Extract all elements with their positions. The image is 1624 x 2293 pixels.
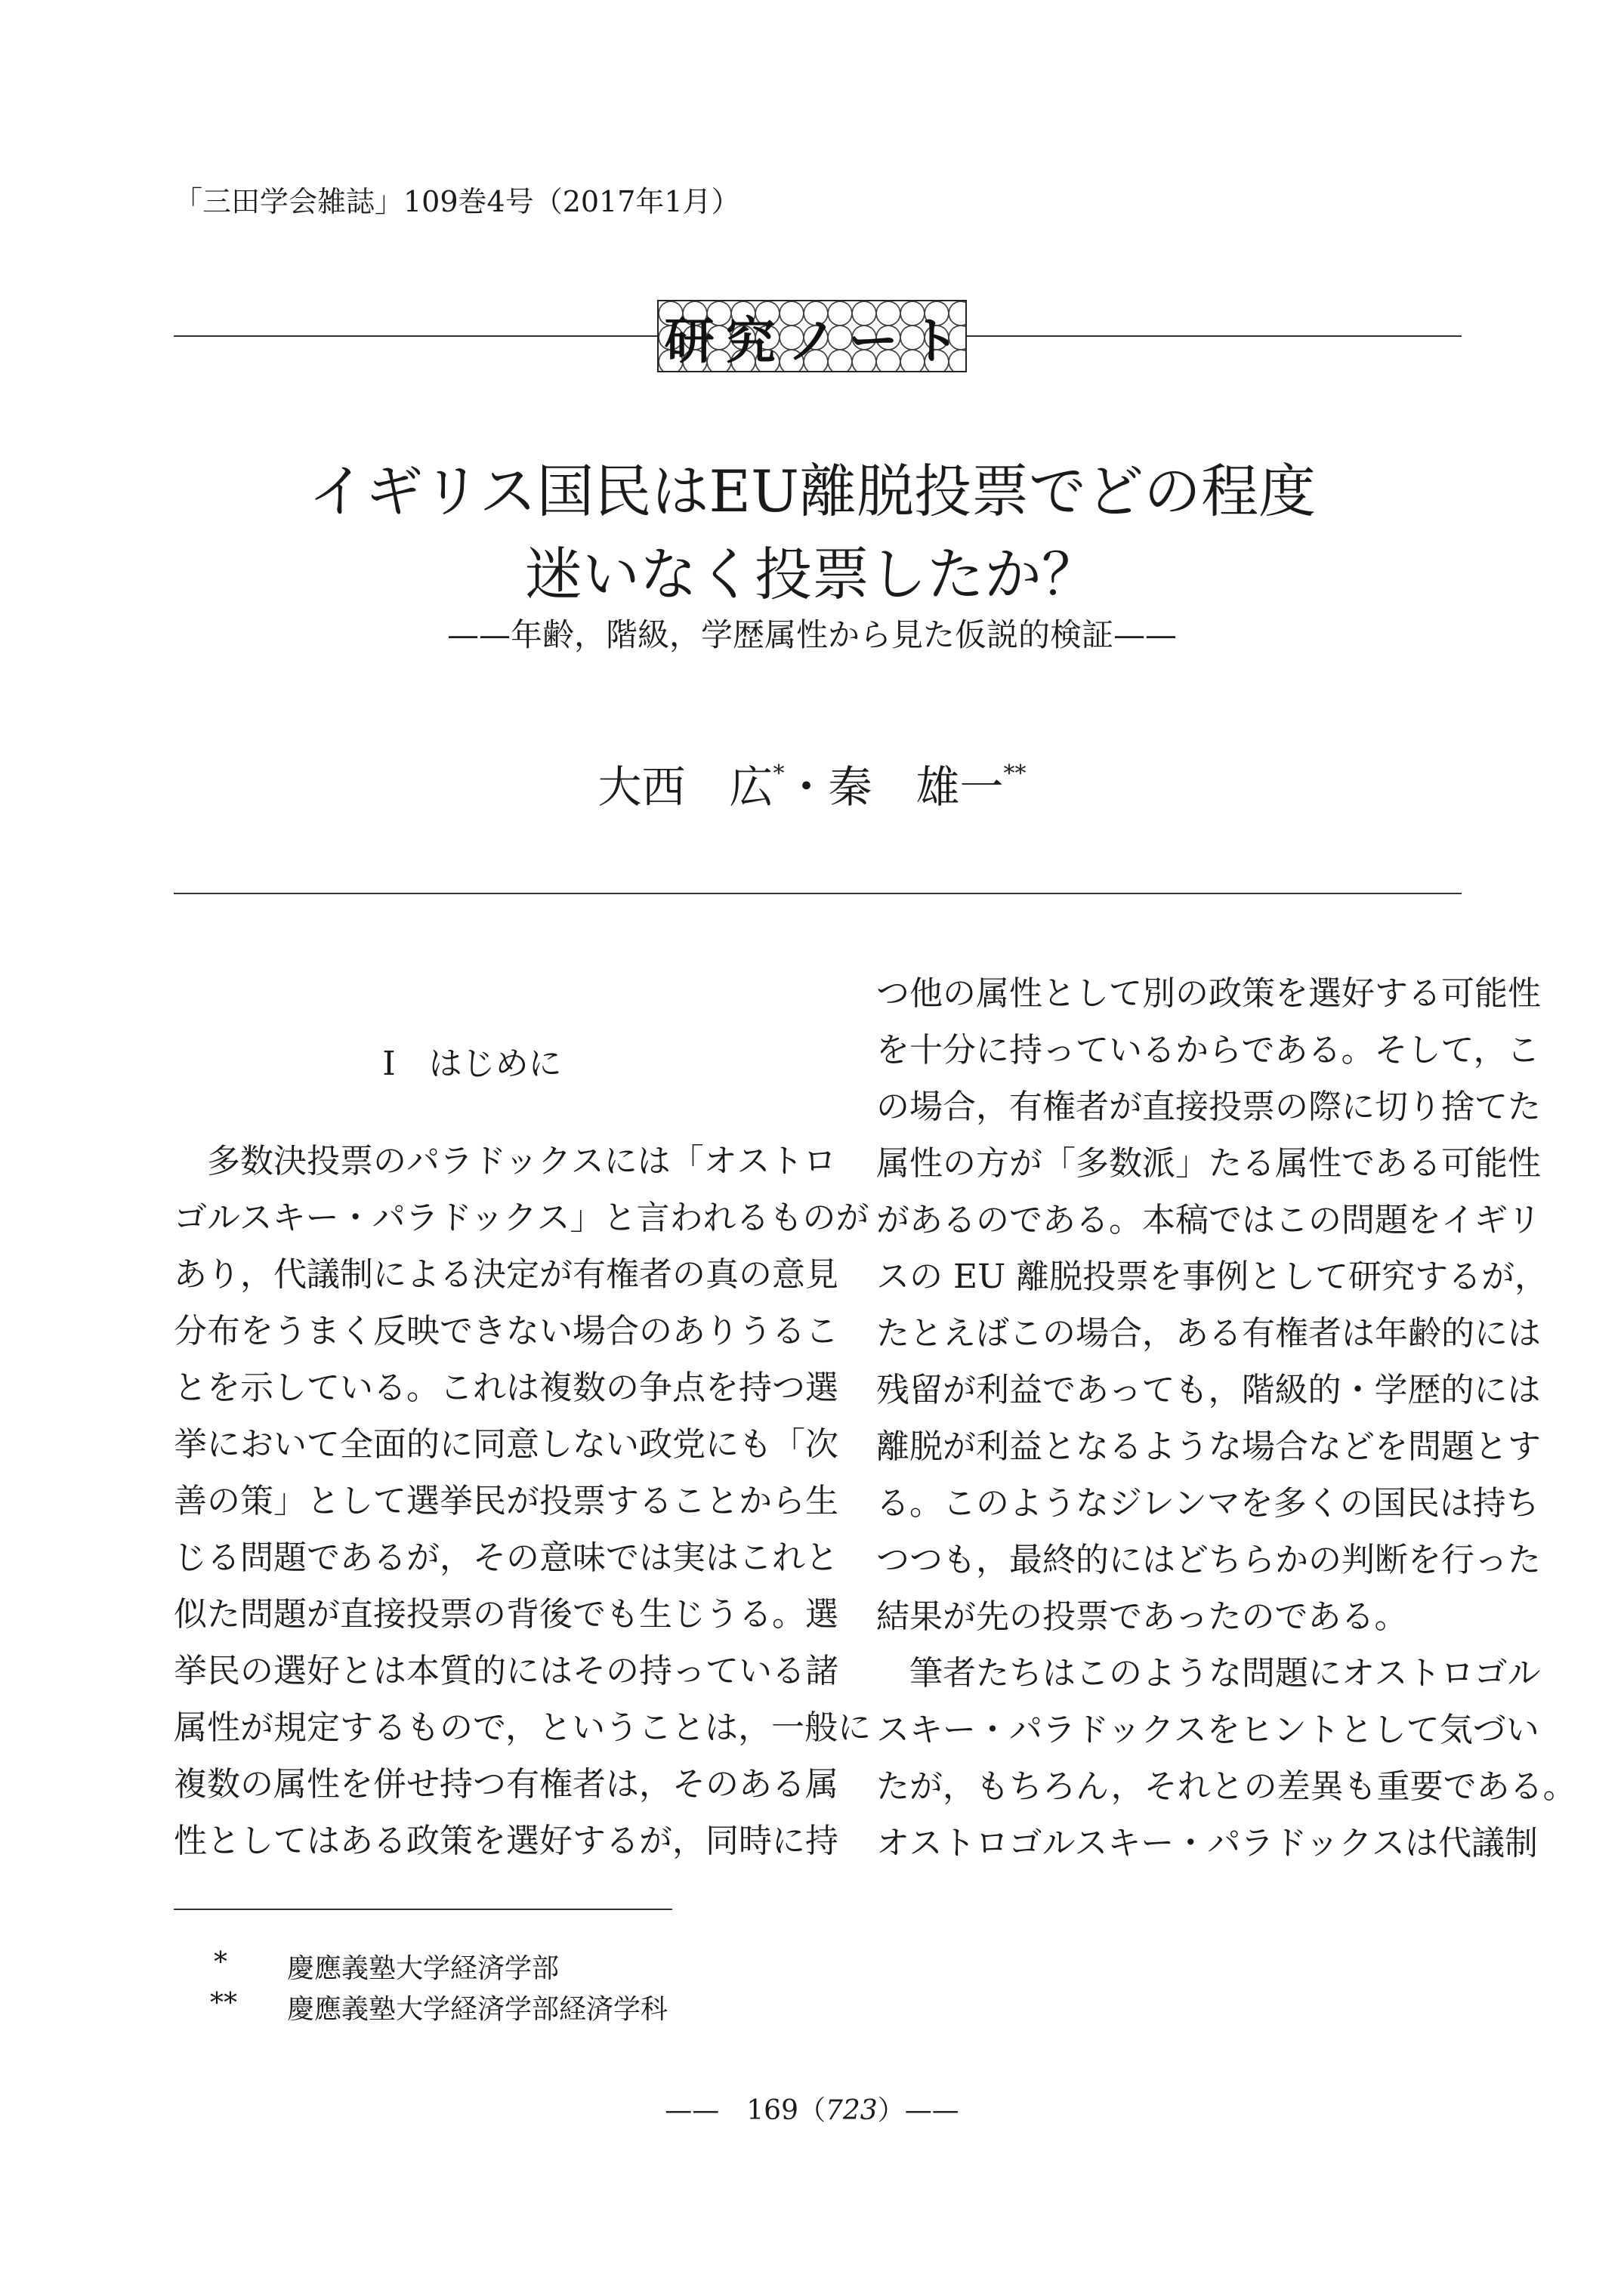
title-line-1: イギリス国民はEU離脱投票でどの程度 <box>307 458 1316 525</box>
text-line: 善の策」として選挙民が投票することから生 <box>174 1482 838 1520</box>
text-line: つつも，最終的にはどちらかの判断を行った <box>876 1541 1541 1579</box>
text-line: があるのである。本稿ではこの問題をイギリ <box>876 1201 1541 1239</box>
authors <box>0 751 1624 815</box>
section-heading: I はじめに <box>382 1045 562 1083</box>
text-line: 筆者たちはこのような問題にオストロゴル <box>876 1654 1541 1693</box>
label-rule-left <box>174 335 657 337</box>
original-page-number: 723 <box>826 2095 878 2126</box>
text-line: じる問題であるが，その意味では実はこれと <box>174 1538 838 1577</box>
dash: —— <box>904 2095 959 2126</box>
footnote-mark: * <box>214 1947 227 1978</box>
text-line: 性としてはある政策を選好するが，同時に持 <box>174 1822 838 1860</box>
page-number: —— 169（723）—— <box>665 2095 959 2126</box>
text-line: つ他の属性として別の政策を選好する可能性 <box>876 974 1541 1013</box>
text-line: 属性が規定するもので，ということは，一般に <box>174 1708 872 1747</box>
footnote-mark: ** <box>210 1988 237 2019</box>
text-line: あり，代議制による決定が有権者の真の意見 <box>174 1255 838 1294</box>
label-char: ト <box>909 311 960 370</box>
text-line: 離脱が利益となるような場合などを問題とす <box>876 1427 1541 1466</box>
text-line: 似た問題が直接投票の背後でも生じうる。選 <box>174 1595 838 1634</box>
journal-citation: 「三田学会雑誌」109巻4号（2017年1月） <box>174 185 740 218</box>
text-line: 複数の属性を併せ持つ有権者は，そのある属 <box>174 1765 838 1804</box>
author-separator: ・ <box>784 761 829 813</box>
author-2-mark: ** <box>1003 761 1027 787</box>
footnote-text: 慶應義塾大学経済学部 <box>287 1953 560 1984</box>
right-column <box>876 965 1576 1872</box>
text-line: スの EU 離脱投票を事例として研究するが， <box>876 1258 1548 1296</box>
author-2: 秦 雄一 <box>828 761 1004 813</box>
text-line: オストロゴルスキー・パラドックスは代議制 <box>876 1824 1539 1862</box>
title-line-2: 迷いなく投票したか？ <box>525 541 1099 608</box>
text-line: 分布をうまく反映できない場合のありうるこ <box>174 1312 838 1350</box>
left-column <box>174 1133 872 1869</box>
footnote-rule <box>174 1909 672 1910</box>
label-rule-right <box>965 335 1462 337</box>
text-line: の場合，有権者が直接投票の際に切り捨てた <box>876 1088 1541 1126</box>
dash: —— <box>665 2095 720 2126</box>
text-line: 挙において全面的に同意しない政党にも「次 <box>174 1425 838 1464</box>
label-char: ノ <box>786 311 837 370</box>
research-note-label <box>657 300 967 372</box>
text-line: 属性の方が「多数派」たる属性である可能性 <box>876 1144 1541 1183</box>
text-line: たが，もちろん，それとの差異も重要である。 <box>876 1767 1576 1806</box>
text-line: 結果が先の投票であったのである。 <box>876 1597 1408 1636</box>
footnote-text: 慶應義塾大学経済学部経済学科 <box>287 1994 668 2025</box>
author-1-mark: * <box>773 761 785 787</box>
text-line: る。このようなジレンマを多くの国民は持ち <box>876 1484 1539 1523</box>
text-line: 残留が利益であっても，階級的・学歴的には <box>876 1371 1541 1409</box>
text-line: ゴルスキー・パラドックス」と言われるものが <box>174 1199 869 1237</box>
text-line: を十分に持っているからである。そして，こ <box>876 1031 1540 1069</box>
label-char: 研 <box>664 311 715 370</box>
text-line: 挙民の選好とは本質的にはその持っている諸 <box>174 1652 838 1690</box>
label-char: 究 <box>725 311 776 370</box>
author-1: 大西 広 <box>597 761 773 813</box>
header-divider <box>174 893 1462 894</box>
text-line: たとえばこの場合，ある有権者は年齢的には <box>876 1314 1541 1353</box>
label-char: ー <box>848 311 899 370</box>
subtitle: ——年齢，階級，学歴属性から見た仮説的検証—— <box>446 616 1177 653</box>
text-line: とを示している。これは複数の争点を持つ選 <box>174 1369 838 1407</box>
text-line: 多数決投票のパラドックスには「オストロ <box>174 1142 837 1180</box>
page-number-value: 169 <box>746 2095 798 2126</box>
text-line: スキー・パラドックスをヒントとして気づい <box>876 1711 1539 1749</box>
